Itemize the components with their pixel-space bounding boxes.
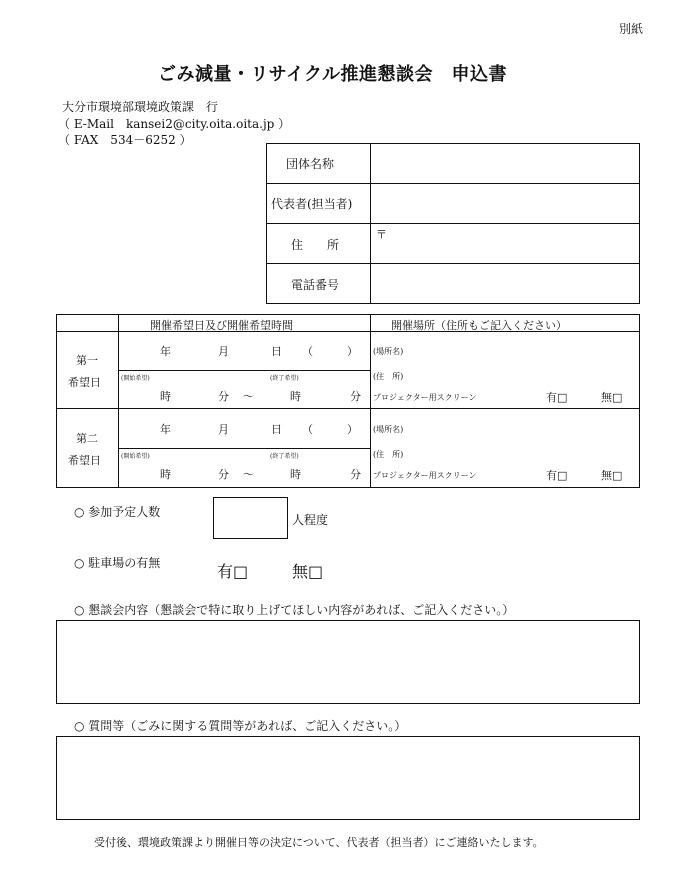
participants-suffix: 人程度 [292,513,329,527]
org-name-field[interactable] [372,145,638,182]
start-note: (開始希望) [121,453,150,460]
address-field[interactable] [372,225,638,262]
weekday-paren-open: （ [302,423,313,436]
minute-label: 分 [218,468,229,481]
parking-no-checkbox[interactable]: 無□ [292,562,324,581]
parking-yes-checkbox[interactable]: 有□ [217,562,249,581]
tilde-label: ～ [243,390,254,403]
end-note: (終了希望) [270,453,299,460]
time-field-first[interactable] [120,372,368,406]
participants-field[interactable] [213,497,288,539]
recipient-dept: 大分市環境部環境政策課 行 [62,100,219,114]
content-textarea[interactable] [56,620,640,704]
year-label: 年 [160,345,171,358]
day-label: 日 [271,423,282,436]
place-addr-label: (住 所) [373,372,404,381]
month-label: 月 [218,423,229,436]
place-name-label: (場所名) [373,347,404,356]
page-title: ごみ減量・リサイクル推進懇談会 申込書 [158,64,507,85]
weekday-paren-close: ） [347,423,358,436]
representative-label: 代表者(担当者) [271,197,353,211]
day-label: 日 [271,345,282,358]
questions-textarea[interactable] [56,736,640,820]
date-field-second[interactable] [120,410,368,447]
parking-label: ○ 駐車場の有無 [74,556,161,570]
content-label: ○ 懇談会内容（懇談会で特に取り上げてほしい内容があれば、ご記入ください。） [74,603,515,617]
place-name-label: (場所名) [373,425,404,434]
row-label-line2: 希望日 [68,454,101,467]
time-field-second[interactable] [120,450,368,486]
attachment-label: 別紙 [619,22,644,36]
projector-label: プロジェクター用スクリーン [373,393,477,402]
start-note: (開始希望) [121,375,150,382]
place-addr-label: (住 所) [373,450,404,459]
hour2-label: 時 [290,390,301,403]
participants-label: ○ 参加予定人数 [74,505,161,519]
weekday-paren-close: ） [347,345,358,358]
projector-yes-checkbox[interactable]: 有□ [546,469,568,482]
org-name-label: 団体名称 [286,157,335,171]
tilde-label: ～ [243,468,254,481]
weekday-paren-open: （ [302,345,313,358]
minute2-label: 分 [350,468,361,481]
row-label-line2: 希望日 [68,376,101,389]
projector-label: プロジェクター用スクリーン [373,471,477,480]
projector-no-checkbox[interactable]: 無□ [601,391,623,404]
footer-note: 受付後、環境政策課より開催日等の決定について、代表者（担当者）にご連絡いたします。 [94,836,544,849]
place-field-first[interactable] [372,333,638,385]
address-label: 住 所 [291,238,340,252]
month-label: 月 [218,345,229,358]
place-field-second[interactable] [372,410,638,462]
postal-mark-icon: 〒 [376,228,387,241]
minute-label: 分 [218,390,229,403]
year-label: 年 [160,423,171,436]
phone-label: 電話番号 [291,278,340,292]
hour-label: 時 [160,468,171,481]
phone-field[interactable] [372,265,638,302]
recipient-fax: （ FAX 534－6252 ） [58,133,192,147]
hour-label: 時 [160,390,171,403]
minute2-label: 分 [350,390,361,403]
questions-label: ○ 質問等（ごみに関する質問等があれば、ご記入ください。） [74,719,407,733]
projector-no-checkbox[interactable]: 無□ [601,469,623,482]
schedule-place-header: 開催場所（住所もご記入ください） [391,319,567,332]
end-note: (終了希望) [270,375,299,382]
row-label-line1: 第二 [76,432,98,445]
projector-yes-checkbox[interactable]: 有□ [546,391,568,404]
hour2-label: 時 [290,468,301,481]
representative-field[interactable] [372,185,638,222]
schedule-date-header: 開催希望日及び開催希望時間 [150,319,293,332]
recipient-email: （ E-Mail kansei2@city.oita.oita.jp ） [58,117,291,131]
date-field-first[interactable] [120,333,368,369]
row-label-line1: 第一 [76,354,98,367]
